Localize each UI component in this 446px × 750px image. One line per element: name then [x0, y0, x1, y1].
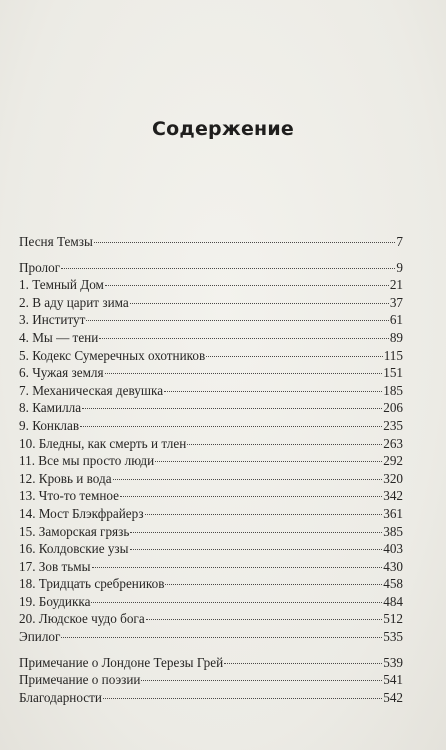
toc-entry-label: 10. Бледны, как смерть и тлен	[19, 435, 187, 451]
dot-leader	[155, 461, 382, 462]
toc-entry-page-number: 89	[389, 329, 403, 345]
toc-entry-label: 15. Заморская грязь	[19, 523, 130, 539]
toc-entry	[19, 435, 403, 453]
toc-entry-page-number: 512	[383, 611, 403, 627]
toc-entry-page-number: 430	[383, 558, 403, 574]
dot-leader	[105, 285, 389, 286]
toc-entry-label: 1. Темный Дом	[19, 277, 104, 293]
toc-entry-label: 13. Что-то темное	[19, 488, 120, 504]
toc-entry-label: 8. Камилла	[19, 400, 82, 416]
toc-entry	[19, 689, 403, 707]
toc-entry	[19, 276, 403, 294]
toc-entry	[19, 654, 403, 672]
toc-entry	[19, 311, 403, 329]
toc-entry-label: Примечание о поэзии	[19, 672, 141, 688]
toc-entry-page-number: 263	[383, 435, 403, 451]
toc-entry-page-number: 21	[389, 277, 403, 293]
toc-entry-label: 20. Людское чудо бога	[19, 611, 145, 627]
toc-entry-label: 16. Колдовские узы	[19, 541, 129, 557]
toc-entry	[19, 294, 403, 312]
toc-entry-label: 2. В аду царит зима	[19, 294, 129, 310]
toc-entry-page-number: 535	[383, 629, 403, 645]
toc-entry-label: 11. Все мы просто люди	[19, 453, 155, 469]
dot-leader	[82, 408, 382, 409]
dot-leader	[206, 356, 383, 357]
page-title: Содержение	[152, 118, 294, 140]
toc-entry-page-number: 403	[383, 541, 403, 557]
toc-group	[19, 233, 403, 251]
dot-leader	[103, 698, 382, 699]
toc-entry-label: 14. Мост Блэкфрайерз	[19, 505, 144, 521]
toc-entry-label: 3. Институт	[19, 312, 86, 328]
toc-entry-page-number: 342	[383, 488, 403, 504]
table-of-contents	[19, 233, 403, 706]
toc-entry	[19, 628, 403, 646]
toc-entry-page-number: 235	[383, 417, 403, 433]
toc-entry-page-number: 185	[383, 382, 403, 398]
toc-entry-label: Благодарности	[19, 689, 102, 705]
toc-entry-page-number: 292	[383, 453, 403, 469]
toc-entry	[19, 671, 403, 689]
toc-entry-label: 12. Кровь и вода	[19, 470, 112, 486]
toc-entry-page-number: 458	[383, 576, 403, 592]
toc-entry-label: 17. Зов тьмы	[19, 558, 91, 574]
toc-group	[19, 654, 403, 707]
toc-entry-page-number: 484	[383, 593, 403, 609]
toc-entry-page-number: 541	[383, 672, 403, 688]
toc-entry	[19, 470, 403, 488]
toc-entry	[19, 347, 403, 365]
toc-entry-page-number: 37	[389, 294, 403, 310]
toc-entry	[19, 487, 403, 505]
dot-leader	[92, 567, 383, 568]
toc-entry	[19, 233, 403, 251]
toc-entry	[19, 593, 403, 611]
toc-entry-label: 4. Мы — тени	[19, 329, 99, 345]
dot-leader	[146, 619, 383, 620]
toc-entry-label: Примечание о Лондоне Терезы Грей	[19, 654, 224, 670]
dot-leader	[105, 373, 383, 374]
toc-entry-page-number: 539	[383, 654, 403, 670]
toc-entry	[19, 505, 403, 523]
toc-entry-label: 18. Тридцать сребреников	[19, 576, 165, 592]
toc-entry-page-number: 320	[383, 470, 403, 486]
toc-entry-page-number: 115	[383, 347, 403, 363]
dot-leader	[61, 268, 395, 269]
toc-entry-label: Пролог	[19, 259, 61, 275]
dot-leader	[113, 479, 383, 480]
dot-leader	[145, 514, 383, 515]
toc-entry	[19, 558, 403, 576]
toc-entry-page-number: 61	[389, 312, 403, 328]
toc-entry-label: 6. Чужая земля	[19, 365, 104, 381]
toc-entry-label: 19. Боудикка	[19, 593, 91, 609]
toc-entry-label: Песня Темзы	[19, 234, 93, 249]
dot-leader	[130, 549, 383, 550]
dot-leader	[80, 426, 382, 427]
toc-entry	[19, 417, 403, 435]
toc-entry-label: 9. Конклав	[19, 417, 80, 433]
toc-entry	[19, 399, 403, 417]
toc-entry-page-number: 206	[383, 400, 403, 416]
toc-entry-page-number: 7	[396, 234, 403, 249]
toc-entry	[19, 259, 403, 277]
toc-entry	[19, 610, 403, 628]
dot-leader	[91, 602, 382, 603]
toc-entry-label: 7. Механическая девушка	[19, 382, 164, 398]
dot-leader	[61, 637, 382, 638]
dot-leader	[120, 496, 382, 497]
dot-leader	[99, 338, 389, 339]
toc-entry-label: 5. Кодекс Сумеречных охотников	[19, 347, 206, 363]
dot-leader	[164, 391, 382, 392]
dot-leader	[86, 320, 388, 321]
toc-entry	[19, 452, 403, 470]
toc-entry	[19, 329, 403, 347]
toc-entry-page-number: 361	[383, 505, 403, 521]
dot-leader	[224, 663, 382, 664]
dot-leader	[130, 303, 389, 304]
toc-entry	[19, 540, 403, 558]
toc-group	[19, 259, 403, 646]
toc-entry-page-number: 151	[383, 365, 403, 381]
toc-entry-page-number: 9	[396, 259, 403, 275]
dot-leader	[94, 242, 396, 243]
dot-leader	[130, 532, 382, 533]
toc-entry	[19, 364, 403, 382]
dot-leader	[187, 444, 382, 445]
toc-entry	[19, 523, 403, 541]
toc-entry-page-number: 385	[383, 523, 403, 539]
dot-leader	[165, 584, 382, 585]
toc-entry-page-number: 542	[383, 689, 403, 705]
toc-entry	[19, 575, 403, 593]
dot-leader	[141, 680, 382, 681]
toc-entry-label: Эпилог	[19, 629, 61, 645]
toc-entry	[19, 382, 403, 400]
